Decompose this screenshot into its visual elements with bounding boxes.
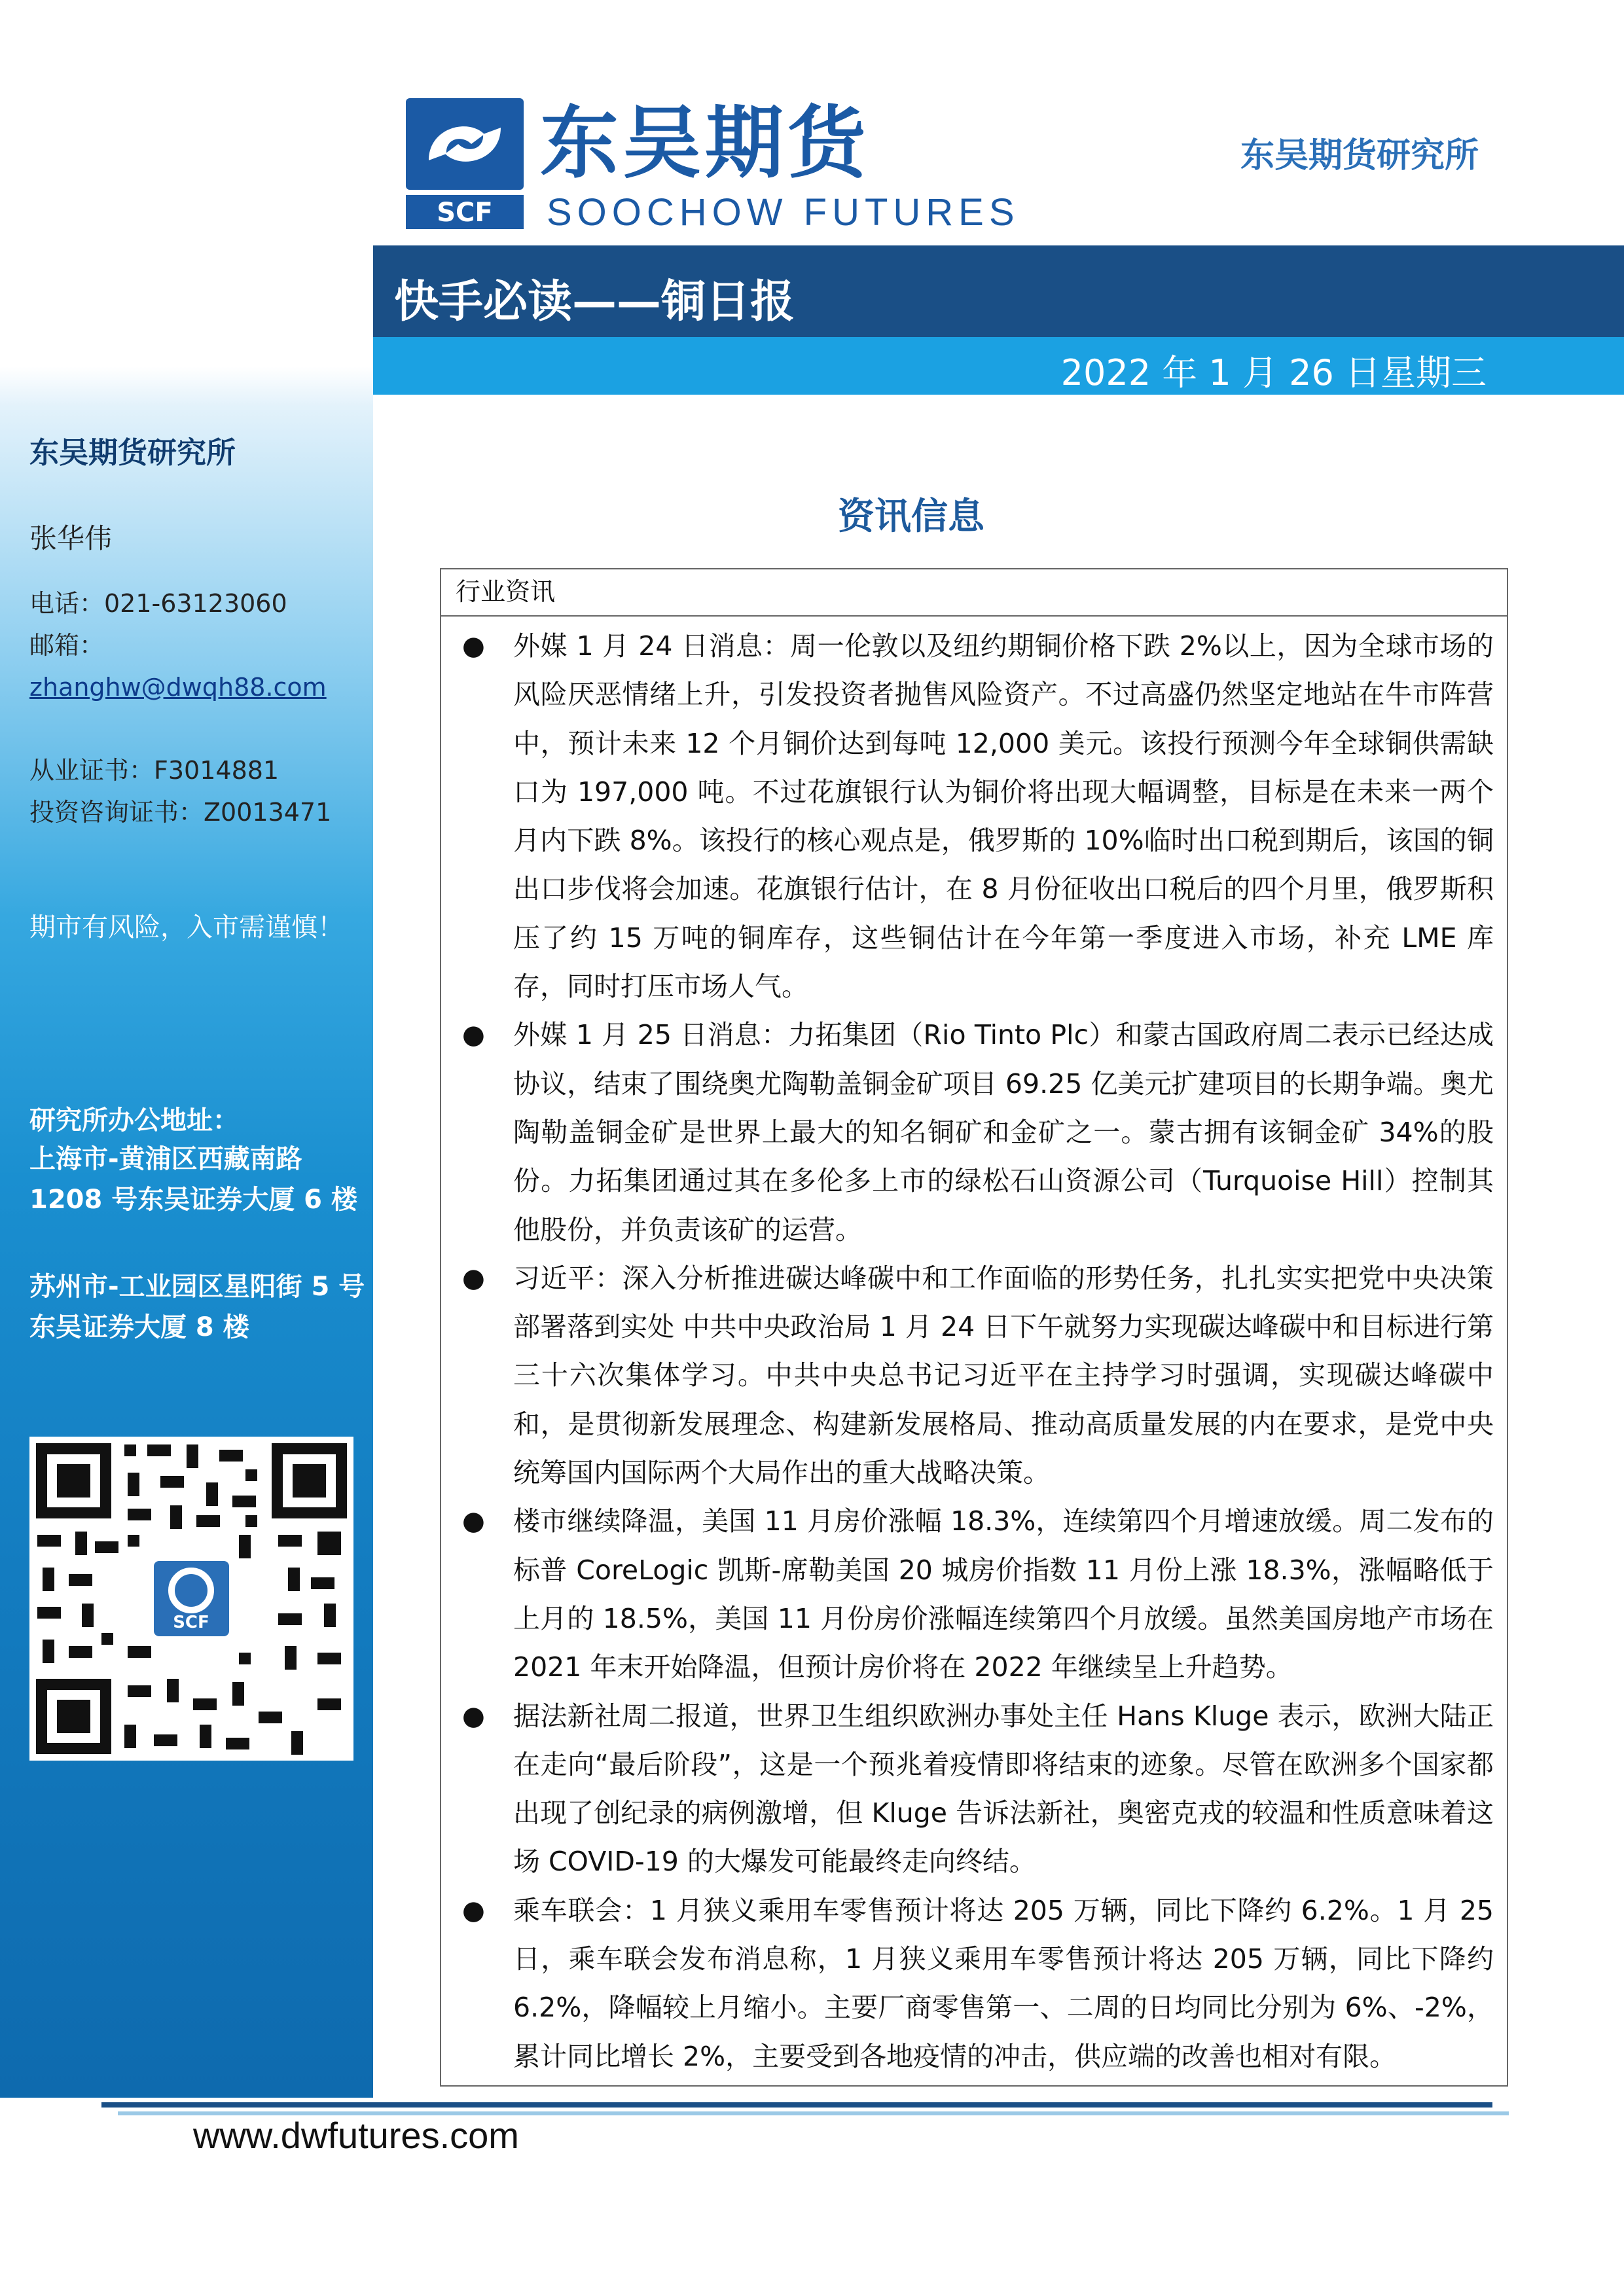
bullet-icon: ● <box>462 1895 485 1926</box>
report-title: 快手必读——铜日报 <box>394 276 795 328</box>
contact-info <box>29 583 327 708</box>
sidebar-org-name: 东吴期货研究所 <box>29 435 236 470</box>
bullet-icon: ● <box>462 1020 485 1050</box>
office-address-suzhou: 苏州市-工业园区星阳街 5 号东吴证券大厦 8 楼 <box>29 1272 365 1342</box>
logo-english-name: SOOCHOW FUTURES <box>547 191 1020 234</box>
news-box-header: 行业资讯 <box>441 569 1507 617</box>
footer-divider <box>101 2102 1492 2108</box>
office-address-title: 研究所办公地址： <box>29 1105 239 1136</box>
news-item-text: 习近平：深入分析推进碳达峰碳中和工作面临的形势任务，扎扎实实把党中央决策部署落到实处 中共中央政治局 1 月 24 日下午就努力实现碳达峰碳中和目标进行第三十六次集体学习。中共中央总书记习近平在主持学习时强调，实现碳达峰碳中和，是贯彻新发展理念、构建新发展格局、推动高质量发展的内在要求，是党中央统筹国内国际两个大局作出的重大战略决策。 <box>513 1262 1494 1489</box>
title-bar <box>373 245 1624 337</box>
phone-number: 电话：021-63123060 <box>29 589 287 618</box>
sidebar <box>0 0 373 2098</box>
news-item <box>441 622 1494 1011</box>
news-item-text: 据法新社周二报道，世界卫生组织欧洲办事处主任 Hans Kluge 表示，欧洲大陆正在走向“最后阶段”，这是一个预兆着疫情即将结束的迹象。尽管在欧洲多个国家都出现了创纪录的病例激增，但 Kluge 告诉法新社，奥密克戎的较温和性质意味着这场 COVID-19 的大爆发可能最终走向终结。 <box>513 1700 1494 1878</box>
qr-code <box>29 1437 353 1761</box>
analyst-name: 张华伟 <box>29 522 113 554</box>
email-link[interactable]: zhanghw@dwqh88.com <box>29 673 327 702</box>
footer-website-link[interactable]: www.dwfutures.com <box>193 2115 519 2156</box>
news-item <box>441 1011 1494 1253</box>
news-list <box>441 617 1507 2081</box>
news-item <box>441 1886 1494 2081</box>
logo-abbreviation: SCF <box>437 198 493 228</box>
practice-certificate: 从业证书：F3014881 <box>29 756 280 785</box>
news-item <box>441 1692 1494 1886</box>
qr-center-logo-text: SCF <box>173 1613 209 1632</box>
bullet-icon: ● <box>462 1506 485 1537</box>
qr-code-graphic <box>29 1437 353 1761</box>
news-item-text: 楼市继续降温，美国 11 月房价涨幅 18.3%，连续第四个月增速放缓。周二发布的标普 CoreLogic 凯斯-席勒美国 20 城房价指数 11 月份上涨 18.3%，涨幅略低于上月的 18.5%，美国 11 月份房价涨幅连续第四个月放缓。虽然美国房地产市场在 2021 年末开始降温，但预计房价将在 2022 年继续呈上升趋势。 <box>513 1505 1494 1683</box>
bullet-icon: ● <box>462 1700 485 1731</box>
bullet-icon: ● <box>462 631 485 661</box>
news-item <box>441 1254 1494 1497</box>
date-bar <box>373 337 1624 395</box>
advisory-certificate: 投资咨询证书：Z0013471 <box>29 798 332 827</box>
company-logo <box>406 98 1020 236</box>
section-title: 资讯信息 <box>838 495 984 538</box>
email-label: 邮箱： <box>29 631 105 660</box>
news-item <box>441 1497 1494 1691</box>
news-item-text: 外媒 1 月 24 日消息：周一伦敦以及纽约期铜价格下跌 2%以上，因为全球市场的风险厌恶情绪上升，引发投资者抛售风险资产。不过高盛仍然坚定地站在牛市阵营中，预计未来 12 个月铜价达到每吨 12,000 美元。该投行预测今年全球铜供需缺口为 197,000 吨。不过花旗银行认为铜价将出现大幅调整，目标是在未来一两个月内下跌 8%。该投行的核心观点是，俄罗斯的 10%临时出口税到期后，该国的铜出口步伐将会加速。花旗银行估计，在 8 月份征收出口税后的四个月里，俄罗斯积压了约 15 万吨的铜库存，这些铜估计在今年第一季度进入市场，补充 LME 库存，同时打压市场人气。 <box>513 630 1494 1003</box>
report-date: 2022 年 1 月 26 日星期三 <box>1060 352 1487 393</box>
risk-warning: 期市有风险，入市需谨慎！ <box>29 912 344 942</box>
office-address-shanghai: 上海市-黄浦区西藏南路1208 号东吴证券大厦 6 楼 <box>29 1144 357 1215</box>
news-item-text: 乘车联会：1 月狭义乘用车零售预计将达 205 万辆，同比下降约 6.2%。1 月 25 日，乘车联会发布消息称，1 月狭义乘用车零售预计将达 205 万辆，同比下降约 6.2%，降幅较上月缩小。主要厂商零售第一、二周的日均同比分别为 6%、-2%，累计同比增长 2%，主要受到各地疫情的冲击，供应端的改善也相对有限。 <box>513 1894 1494 2072</box>
news-item-text: 外媒 1 月 25 日消息：力拓集团（Rio Tinto Plc）和蒙古国政府周二表示已经达成协议，结束了围绕奥尤陶勒盖铜金矿项目 69.25 亿美元扩建项目的长期争端。奥尤陶勒盖铜金矿是世界上最大的知名铜矿和金矿之一。蒙古拥有该铜金矿 34%的股份。力拓集团通过其在多伦多上市的绿松石山资源公司（Turquoise Hill）控制其他股份，并负责该矿的运营。 <box>513 1019 1494 1246</box>
bullet-icon: ● <box>462 1263 485 1293</box>
scf-logo-icon <box>406 98 524 229</box>
logo-chinese-name: 东吴期货 <box>540 98 870 189</box>
certificates <box>29 749 331 833</box>
header-institute: 东吴期货研究所 <box>1240 136 1479 175</box>
industry-news-box <box>440 568 1508 2087</box>
